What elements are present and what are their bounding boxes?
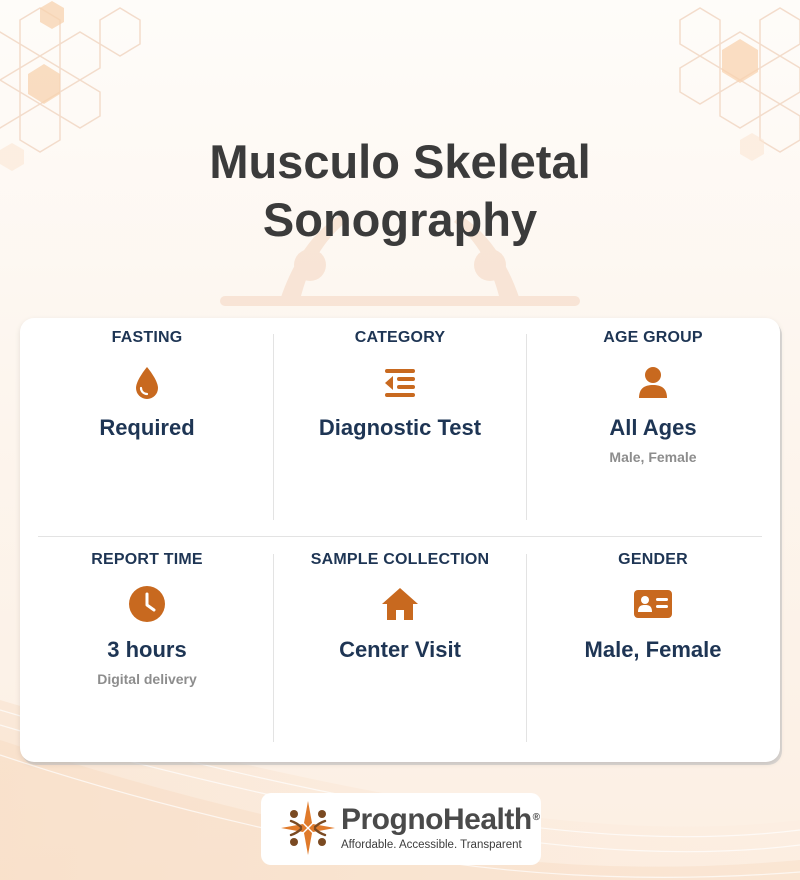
info-value: 3 hours — [107, 637, 187, 662]
info-fasting — [21, 328, 273, 442]
info-category — [274, 328, 526, 442]
info-value: Diagnostic Test — [318, 415, 482, 440]
page-title — [0, 133, 800, 249]
info-value: Male, Female — [584, 637, 722, 662]
id-card-icon — [633, 584, 673, 624]
page-title-line-2: Sonography — [262, 193, 538, 246]
info-label: CATEGORY — [354, 329, 446, 346]
info-label: AGE GROUP — [603, 329, 703, 346]
info-report-time — [21, 550, 273, 688]
info-label: GENDER — [618, 551, 688, 568]
home-icon — [380, 584, 420, 624]
info-label: SAMPLE COLLECTION — [310, 551, 490, 568]
drop-icon — [127, 362, 167, 402]
brand-logo — [261, 793, 541, 865]
prognohealth-logo-icon — [281, 801, 335, 855]
info-label: FASTING — [111, 329, 183, 346]
info-age-group — [527, 328, 779, 466]
person-icon — [633, 362, 673, 402]
brand-name-text: PrognoHealth — [341, 803, 532, 836]
info-subtext: Male, Female — [609, 449, 697, 465]
info-value: Required — [99, 415, 195, 440]
test-info-card — [20, 318, 780, 762]
info-gender — [527, 550, 779, 664]
info-subtext: Digital delivery — [97, 671, 197, 687]
info-sample-collection — [274, 550, 526, 664]
brand-tagline: Affordable. Accessible. Transparent — [341, 839, 522, 851]
info-value: Center Visit — [339, 637, 461, 662]
list-indent-icon — [380, 362, 420, 402]
brand-name — [341, 803, 540, 837]
registered-mark: ® — [532, 812, 540, 823]
info-label: REPORT TIME — [91, 551, 203, 568]
page-title-line-1: Musculo Skeletal — [209, 135, 591, 188]
clock-icon — [127, 584, 167, 624]
divider — [38, 536, 762, 537]
info-value: All Ages — [609, 415, 697, 440]
